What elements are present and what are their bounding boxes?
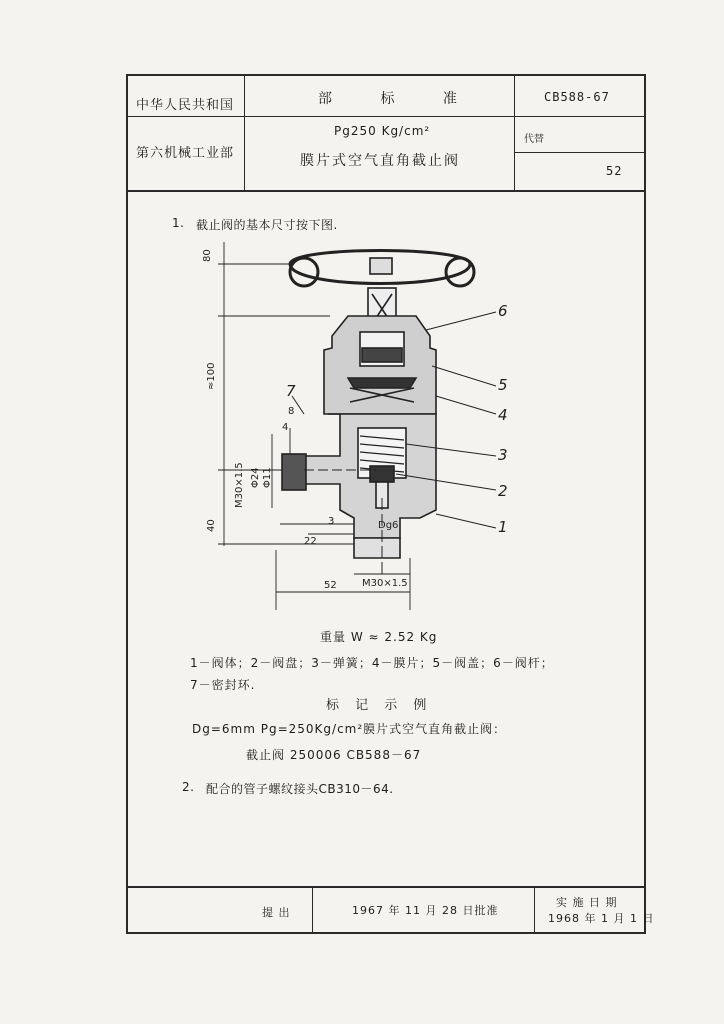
spec-pressure: Pg250 Kg/cm² — [334, 124, 431, 138]
part-label-5: 5 — [498, 376, 508, 394]
standard-type: 部 标 准 — [318, 91, 479, 107]
dim-dia24: Φ24 — [250, 467, 261, 488]
bottom-outlet — [354, 538, 400, 558]
header-col-2 — [514, 74, 515, 190]
dim-width: 52 — [324, 580, 337, 591]
standard-code: CB588-67 — [544, 90, 610, 104]
part-label-2: 2 — [498, 482, 508, 500]
section-1-number: 1. — [172, 216, 185, 230]
header-col-1 — [244, 74, 245, 190]
valve-disc — [370, 466, 394, 482]
product-name: 膜片式空气直角截止阀 — [300, 153, 460, 169]
header-mid-line — [126, 116, 646, 117]
replaces-label: 代替 — [524, 134, 544, 145]
dim-22: 22 — [304, 536, 317, 547]
footer-effective-date: 1968 年 1 月 1 日 — [548, 912, 655, 925]
stem-nut — [370, 258, 392, 274]
weight-line: 重量 W ≈ 2.52 Kg — [320, 630, 438, 644]
footer-col-2 — [534, 886, 535, 934]
footer-proposed: 提 出 — [262, 906, 291, 919]
marking-line-1: Dg=6mm Pg=250Kg/cm²膜片式空气直角截止阀： — [192, 722, 507, 736]
part-label-6: 6 — [498, 302, 508, 320]
footer-col-1 — [312, 886, 313, 934]
part-label-3: 3 — [498, 446, 508, 464]
org-country: 中华人民共和国 — [136, 98, 235, 113]
dim-dia11: Φ11 — [262, 467, 273, 488]
dim-height: ≈100 — [206, 362, 217, 390]
diaphragm — [348, 378, 416, 388]
dim-8: 8 — [288, 406, 295, 417]
org-ministry: 第六机械工业部 — [136, 146, 235, 161]
header-divider — [126, 190, 646, 192]
marking-line-2: 截止阀 250006 CB588－67 — [246, 748, 422, 762]
part-label-4: 4 — [498, 406, 508, 424]
side-inlet — [282, 454, 306, 490]
dim-dg: Dg6 — [378, 520, 399, 531]
part-label-1: 1 — [498, 518, 508, 536]
footer-approval-date: 1967 年 11 月 28 日批准 — [352, 904, 499, 917]
marking-title: 标 记 示 例 — [326, 698, 433, 713]
section-2-text: 配合的管子螺纹接头CB310－64. — [206, 782, 394, 796]
section-2-number: 2. — [182, 780, 195, 794]
parts-list-line-1: 1－阀体；2－阀盘；3－弹簧；4－膜片；5－阀盖；6－阀杆； — [190, 656, 554, 670]
dim-lower: 40 — [206, 519, 217, 532]
dim-thread-bottom: M30×1.5 — [362, 578, 408, 589]
dim-top: 80 — [202, 249, 213, 262]
section-1-text: 截止阀的基本尺寸按下图. — [196, 218, 338, 232]
part-label-7: 7 — [286, 382, 296, 400]
dim-thread-side: M30×1.5 — [234, 462, 245, 508]
header-code-line — [514, 152, 646, 153]
handwheel-right-grip — [446, 258, 474, 286]
parts-list-line-2: 7－密封环. — [190, 678, 256, 692]
page-number: 52 — [606, 164, 623, 178]
dim-3: 3 — [328, 516, 335, 527]
footer-effective-label: 实 施 日 期 — [556, 896, 618, 909]
valve-drawing — [200, 238, 540, 618]
footer-top-line — [126, 886, 646, 888]
dim-4: 4 — [282, 422, 289, 433]
